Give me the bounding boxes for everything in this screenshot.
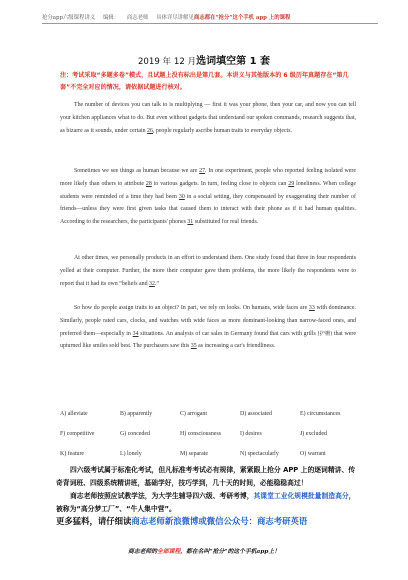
word-bank-row — [60, 411, 360, 431]
p3-text-a: At other times, we personally products in an effort to understand them. One study found that three in four respondents yelled at their computer. Further, the more their computer gave them problems, the more likely the respondents were to report that it had its own “beliefs and — [60, 255, 356, 287]
promo2-text-c: ，被称为“高分梦工厂”、“牛人集中营”。 — [56, 492, 356, 513]
p2-text-a: Sometimes we see things as human because we are — [74, 168, 198, 174]
option-e: E) circumstances — [300, 411, 341, 417]
blank-28: 28 — [145, 180, 152, 187]
option-o: O) warrant — [300, 451, 326, 457]
p4-text-e: that were upturned like smiles sold best. The purchasers saw this — [60, 330, 356, 350]
p2-text-g: substituted for real friends. — [194, 219, 259, 226]
option-h: H) consciousness — [180, 431, 222, 437]
passage-paragraph-1 — [60, 99, 356, 137]
blank-34: 34 — [132, 330, 139, 337]
option-g: G) conceded — [120, 431, 150, 437]
page-title — [0, 52, 408, 67]
option-f: F) competitive — [60, 431, 95, 437]
title-main: 选词填空第 1 套 — [196, 56, 271, 67]
header-course: 抢分app六级课程讲义 — [42, 15, 96, 21]
p4-text-f: as increasing a car's friendliness. — [198, 343, 276, 350]
blank-29: 29 — [288, 180, 295, 187]
p2-text-e: loneliness. When college students were reminded of a time they had been — [60, 180, 356, 200]
title-prefix: 2019 年 12 月 — [137, 57, 197, 67]
p1-text-c: , people regularly ascribe human traits to everyday objects. — [152, 127, 292, 134]
option-d: D) associated — [240, 411, 272, 417]
option-j: J) excluded — [300, 431, 327, 437]
p4-text-a: So how do people assign traits to an object? In part, we rely on looks. On humans, wide faces are — [74, 305, 308, 311]
p2-text-d: to various gadgets. In turn, feeling close to objects can — [153, 180, 287, 187]
header-highlight: 商志都在“抢分”这个手机 app 上的课程 — [193, 15, 291, 21]
promo3-social-account: 商志老师新浪微博或微信公众号：商志考研英语 — [131, 516, 308, 526]
option-l: L) lonely — [120, 451, 142, 457]
word-bank — [60, 411, 360, 471]
option-k: K) feature — [60, 451, 85, 457]
blank-26: 26 — [147, 127, 153, 134]
option-b: B) apparently — [120, 411, 153, 417]
p3-text-c: .” — [154, 280, 159, 287]
promo-paragraph-2 — [56, 490, 360, 516]
page-footer — [0, 546, 408, 555]
blank-31: 31 — [187, 219, 194, 226]
header-divider — [42, 23, 378, 24]
header-editor: 编辑： — [102, 15, 120, 21]
promo-paragraph-1 — [56, 464, 360, 490]
p1-text-a: The number of devices you can talk to is multiplying — first it was your phone, then your car, and now you can tell your kitchen appliances what to do. But even without gadgets that understand our spoken commands, research suggests that, as bizarre as it sounds, under certain — [60, 102, 356, 134]
footer-text-b: ，都在名叫“抢分”的这个手机app上！ — [180, 549, 280, 555]
word-bank-row — [60, 431, 360, 451]
grill-chinese-gloss: (护栅) — [317, 330, 333, 337]
p2-text-c: . In one experiment, people who reported feeling isolated were more likely than others to attribute — [60, 168, 356, 187]
option-c: C) arrogant — [180, 411, 207, 417]
blank-30: 30 — [178, 193, 185, 200]
p4-text-c: with dominance. Similarly, people rated cars, clocks, and watches with wide faces as more dominant-looking than narrow-faced ones, and preferred them—especially in — [60, 305, 356, 337]
promo1-text: 四六级考试属于标准化考试，但凡标准考考试必有规律，紧紧跟上抢分 APP 上的逐词精讲、传奇背词班、四级系统精讲班，基础学好，技巧学到，几十天的时间，必能稳稳高过！ — [56, 466, 356, 487]
passage-paragraph-4 — [60, 302, 356, 353]
header-desc: 具体详尽讲解见 — [156, 15, 194, 21]
promo2-highlight: 其课堂工业化规模批量制造高分 — [253, 492, 349, 500]
footer-text-a: 商志老师的 — [128, 549, 158, 555]
option-m: M) separate — [180, 451, 208, 457]
footer-highlight: 全部课程 — [157, 549, 181, 555]
passage-paragraph-2 — [60, 165, 356, 229]
blank-32: 32 — [149, 280, 155, 287]
p4-text-d: situations. An analysis of car sales in Germany found that cars with grills — [140, 330, 316, 337]
p2-text-f: in a social setting, they compensated by exaggerating their number of friends—unless they were first given tasks that caused them to interact with their phone as if it had human qualities. According to the researchers, the participants' phones — [60, 193, 356, 226]
blank-33: 33 — [308, 305, 315, 311]
blank-27: 27 — [199, 168, 206, 174]
page-header — [42, 13, 372, 21]
option-a: A) alleviate — [60, 411, 88, 417]
promo2-text-a: 商志老师按照应试教学法，为大学生辅导四六级、考研考博， — [70, 492, 254, 500]
exam-note: 注：考试采取“多题多卷”模式，且试题上没有标出是第几套。本讲义与其他版本的 6 级历年真题存在“第几套”不完全对应的情况，请依据试题进行核对。 — [60, 72, 349, 92]
option-i: I) desires — [240, 431, 262, 437]
blank-35: 35 — [190, 343, 197, 350]
passage-paragraph-3 — [60, 252, 356, 290]
option-n: N) spectacularly — [240, 451, 279, 457]
promo3-text-a: 更多猛料，请仔细读 — [56, 516, 132, 526]
header-teacher: 商志老师 — [126, 15, 149, 21]
promo-contact — [56, 515, 360, 527]
